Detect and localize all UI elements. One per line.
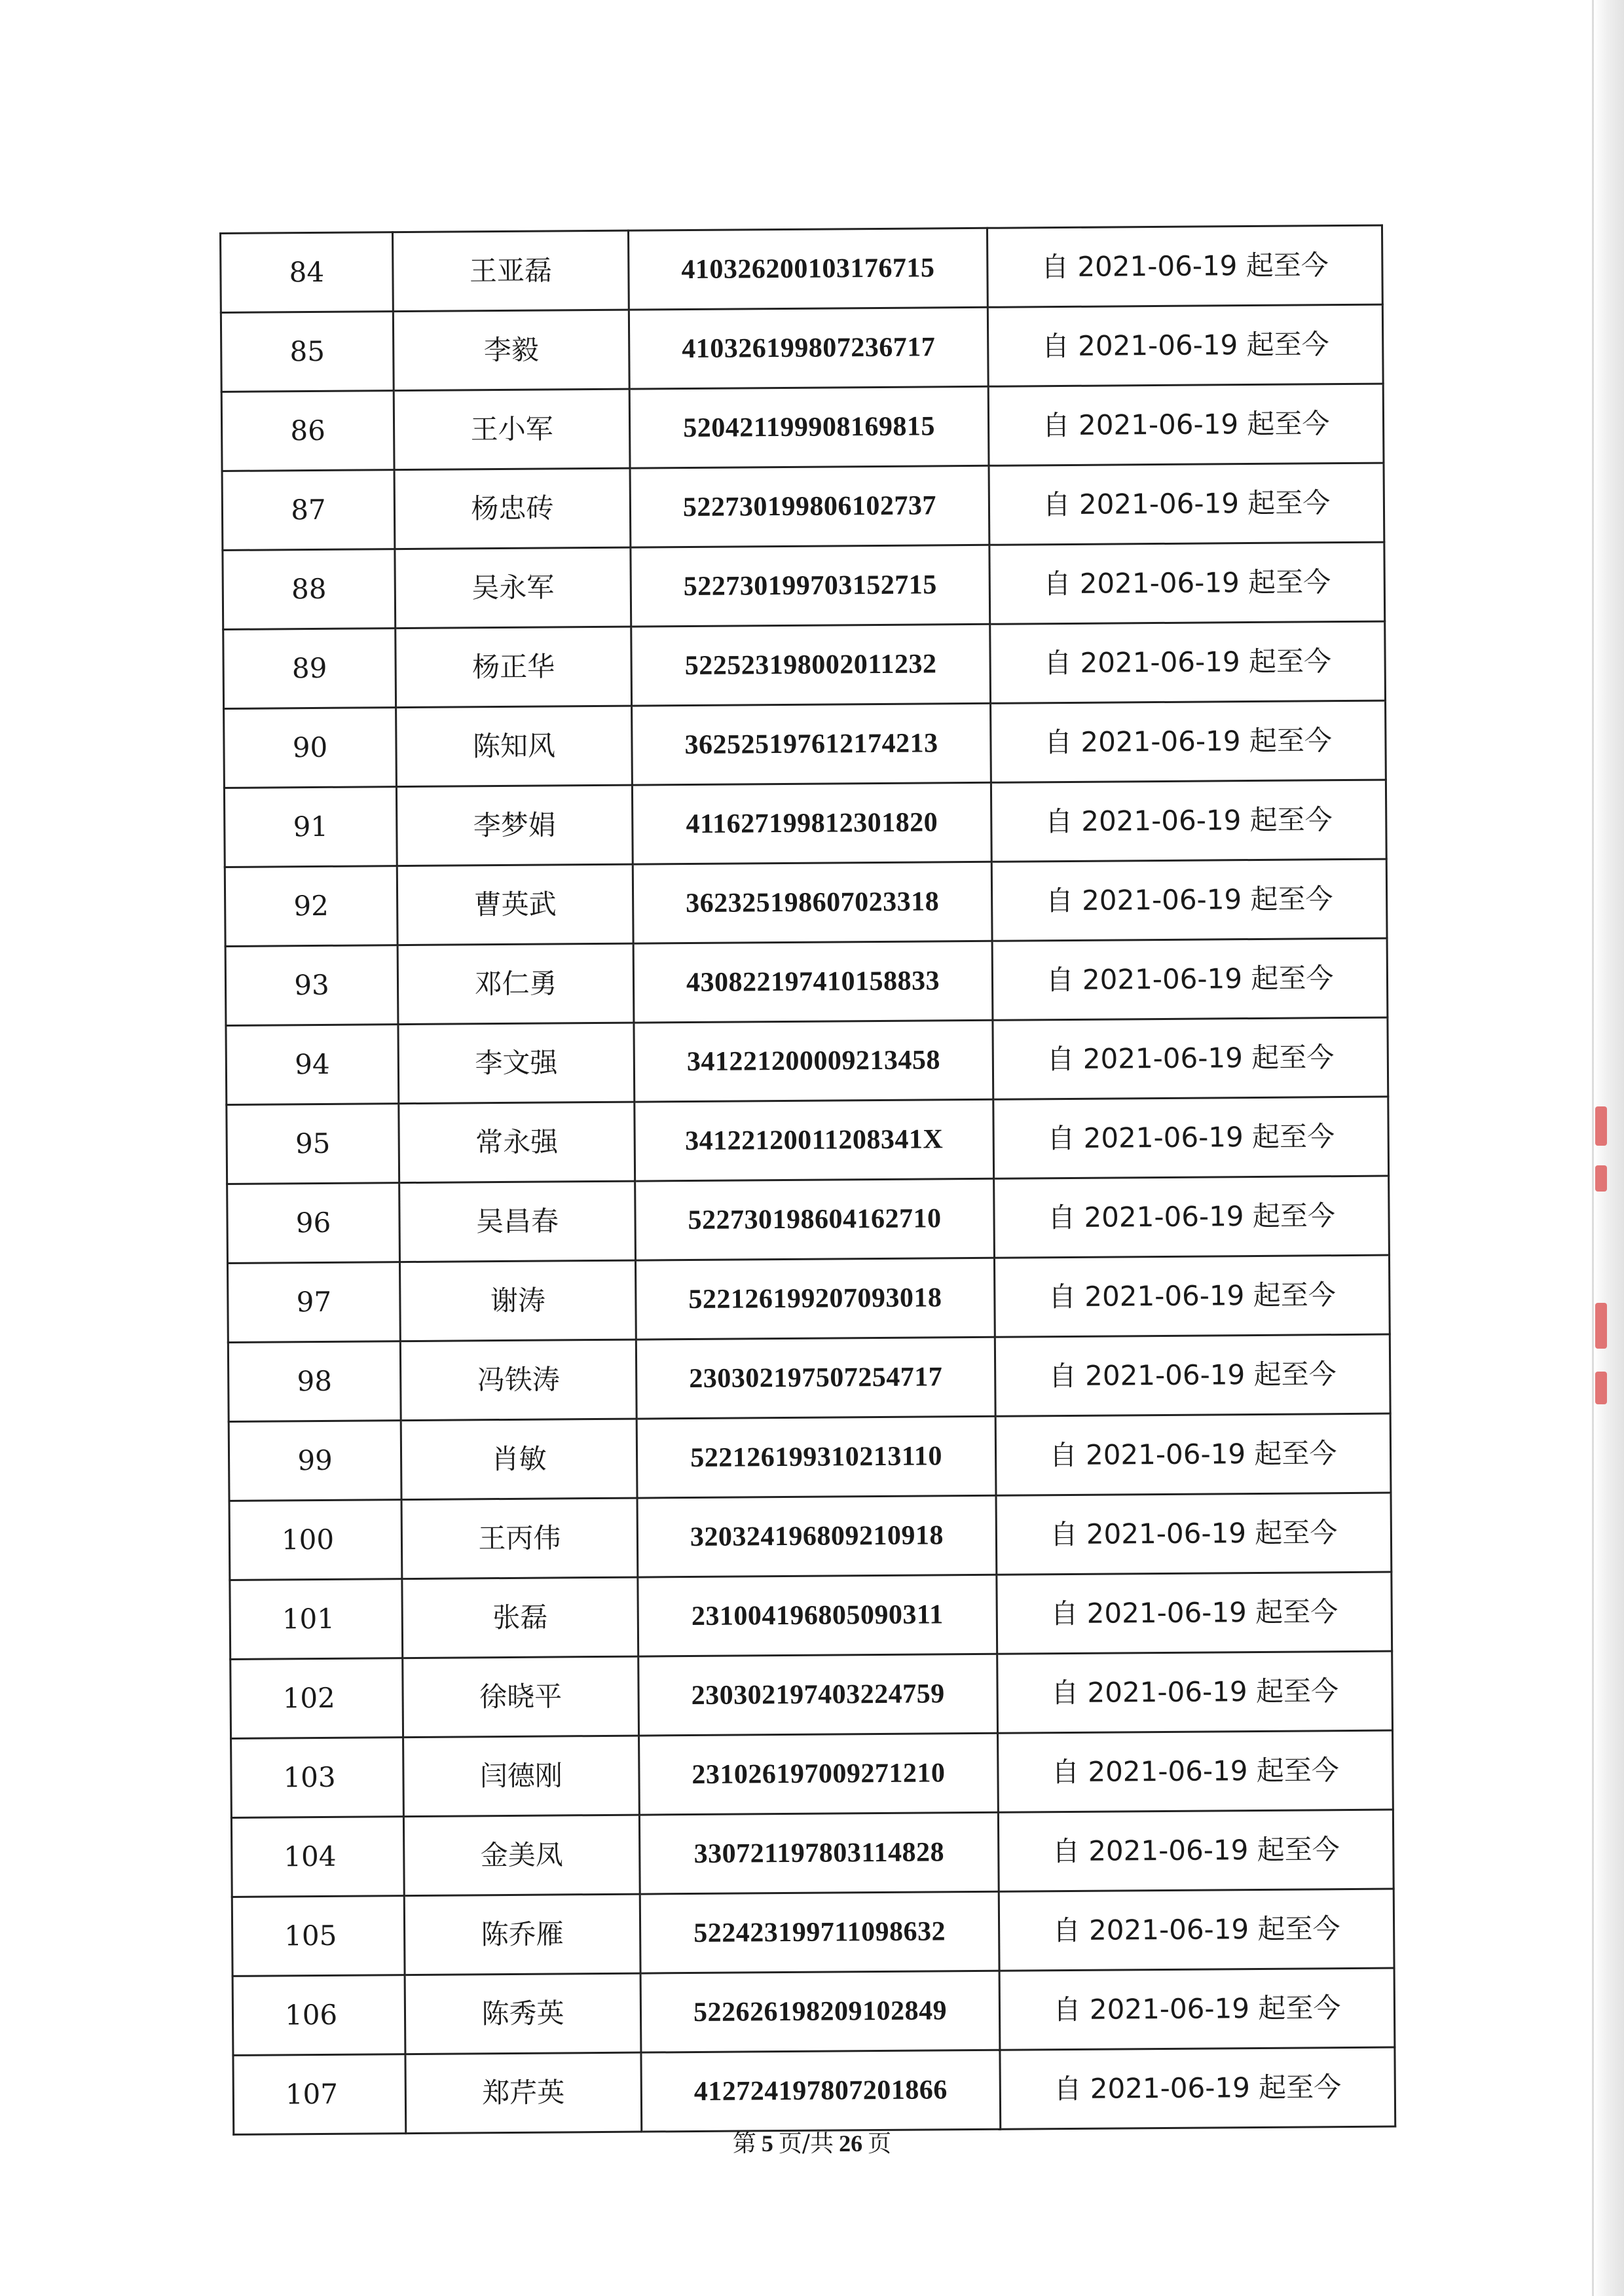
page-footer [0,2125,1624,2159]
row-id-number: 522626198209102849 [640,1971,1000,2052]
row-period: 自 2021-06-19 起至今 [995,1334,1390,1416]
table-row [231,1730,1393,1817]
table-row [231,1810,1393,1897]
row-id-number: 410326200103176715 [628,228,987,310]
table-row [227,1097,1389,1184]
page-edge [1594,0,1624,2296]
table-row [221,384,1384,471]
table-row [228,1334,1390,1421]
roster-body [221,225,1395,2134]
table-row [229,1413,1391,1501]
footer-middle: 页/共 [778,2130,834,2157]
row-id-number: 362525197612174213 [632,703,991,785]
row-name: 杨忠砖 [394,468,631,549]
row-id-number: 522730198604162710 [635,1178,995,1260]
row-name: 冯铁涛 [400,1339,637,1421]
table-row [227,1255,1390,1342]
row-id-number: 520421199908169815 [629,386,989,468]
row-period: 自 2021-06-19 起至今 [987,304,1383,386]
row-number: 95 [227,1104,399,1184]
table-row [226,1017,1388,1104]
row-period: 自 2021-06-19 起至今 [991,701,1386,782]
row-number: 94 [226,1025,399,1105]
row-period: 自 2021-06-19 起至今 [996,1493,1392,1575]
row-name: 曹英武 [397,864,633,945]
row-name: 闫德刚 [403,1736,640,1817]
row-name: 吴昌春 [399,1181,636,1262]
seal-mark-bottom [1595,1372,1607,1404]
table-row [225,938,1388,1025]
row-name: 谢涛 [399,1260,636,1341]
row-number: 103 [231,1738,404,1818]
row-id-number: 230302197403224759 [638,1654,998,1736]
row-name: 李梦娟 [396,785,633,866]
row-name: 杨正华 [396,627,632,708]
row-period: 自 2021-06-19 起至今 [991,859,1387,941]
row-period: 自 2021-06-19 起至今 [987,225,1382,307]
row-name: 李毅 [393,310,629,391]
footer-page-number: 5 [761,2130,773,2157]
row-number: 106 [232,1975,405,2056]
row-id-number: 34122120011208341X [635,1099,994,1181]
row-number: 99 [229,1421,401,1501]
row-id-number: 522126199310213110 [637,1416,996,1498]
row-number: 86 [221,391,394,471]
table-row [223,621,1386,708]
row-number: 98 [228,1341,401,1422]
row-name: 常永强 [399,1102,635,1183]
row-name: 吴永军 [395,547,631,629]
row-name: 金美凤 [403,1815,640,1896]
row-period: 自 2021-06-19 起至今 [994,1176,1390,1258]
row-name: 邓仁勇 [397,943,634,1025]
roster-table [219,225,1396,2136]
table-row [221,225,1383,312]
row-period: 自 2021-06-19 起至今 [997,1651,1393,1733]
row-number: 88 [223,549,396,630]
table-row [225,859,1387,946]
footer-total-pages: 26 [839,2130,863,2157]
row-period: 自 2021-06-19 起至今 [999,1889,1394,1971]
row-name: 陈秀英 [405,1973,641,2054]
row-period: 自 2021-06-19 起至今 [990,621,1386,703]
row-id-number: 320324196809210918 [637,1495,997,1577]
table-row [232,1889,1394,1976]
table-row [223,542,1385,629]
row-id-number: 230302197507254717 [636,1337,995,1419]
row-number: 107 [233,2054,406,2135]
row-id-number: 411627199812301820 [632,782,991,864]
row-id-number: 412724197807201866 [641,2050,1001,2132]
row-period: 自 2021-06-19 起至今 [995,1413,1391,1495]
row-name: 张磊 [402,1577,638,1658]
row-period: 自 2021-06-19 起至今 [989,463,1384,545]
row-period: 自 2021-06-19 起至今 [993,1017,1388,1099]
row-name: 陈知风 [396,706,633,787]
row-number: 92 [225,866,397,947]
row-number: 87 [222,470,395,551]
row-period: 自 2021-06-19 起至今 [998,1810,1393,1891]
row-id-number: 522423199711098632 [640,1891,999,1973]
table-row [233,2047,1395,2134]
row-id-number: 341221200009213458 [634,1020,993,1102]
seal-mark-lower [1595,1303,1607,1349]
table-row [230,1572,1392,1659]
row-name: 王丙伟 [401,1498,638,1579]
seal-mark-top [1595,1106,1607,1146]
seal-mark-mid [1595,1165,1607,1192]
table-row [227,1176,1390,1263]
row-number: 90 [224,708,397,788]
row-id-number: 231026197009271210 [639,1733,999,1815]
row-name: 徐晓平 [403,1656,639,1738]
row-number: 100 [229,1500,402,1580]
row-id-number: 231004196805090311 [638,1575,997,1656]
row-name: 李文强 [398,1023,635,1104]
row-period: 自 2021-06-19 起至今 [989,542,1385,624]
footer-prefix: 第 [732,2130,756,2157]
table-row [221,304,1383,392]
table-row [224,701,1386,788]
row-period: 自 2021-06-19 起至今 [994,1255,1390,1337]
row-name: 王亚磊 [393,230,629,312]
row-period: 自 2021-06-19 起至今 [988,384,1384,465]
row-period: 自 2021-06-19 起至今 [999,1968,1395,2050]
table-row [231,1651,1393,1738]
row-number: 105 [232,1896,405,1977]
row-id-number: 522126199207093018 [635,1258,995,1339]
row-id-number: 522730199806102737 [630,465,989,547]
row-number: 93 [225,945,398,1026]
row-id-number: 330721197803114828 [639,1812,999,1894]
table-row [224,780,1386,867]
row-name: 郑芹英 [405,2052,642,2134]
row-period: 自 2021-06-19 起至今 [991,780,1386,862]
row-number: 84 [221,232,394,313]
row-period: 自 2021-06-19 起至今 [1000,2047,1395,2129]
table-row [222,463,1384,550]
row-number: 97 [227,1262,400,1343]
row-period: 自 2021-06-19 起至今 [993,1097,1389,1178]
row-number: 101 [230,1579,403,1660]
row-number: 91 [224,787,397,867]
row-number: 89 [223,629,396,709]
row-number: 96 [227,1183,400,1264]
row-number: 104 [231,1817,404,1897]
table-row [229,1493,1392,1580]
row-number: 85 [221,312,394,392]
row-name: 陈乔雁 [404,1894,640,1975]
row-id-number: 410326199807236717 [629,307,988,389]
row-period: 自 2021-06-19 起至今 [997,1572,1392,1654]
footer-suffix: 页 [868,2130,892,2157]
table-row [232,1968,1395,2055]
row-period: 自 2021-06-19 起至今 [992,938,1388,1020]
row-name: 王小军 [394,389,630,470]
row-number: 102 [231,1658,403,1739]
row-id-number: 430822197410158833 [633,941,993,1023]
row-id-number: 362325198607023318 [633,862,992,943]
row-id-number: 522523198002011232 [631,624,991,706]
row-id-number: 522730199703152715 [631,545,990,627]
row-name: 肖敏 [401,1419,637,1500]
row-period: 自 2021-06-19 起至今 [998,1730,1393,1812]
